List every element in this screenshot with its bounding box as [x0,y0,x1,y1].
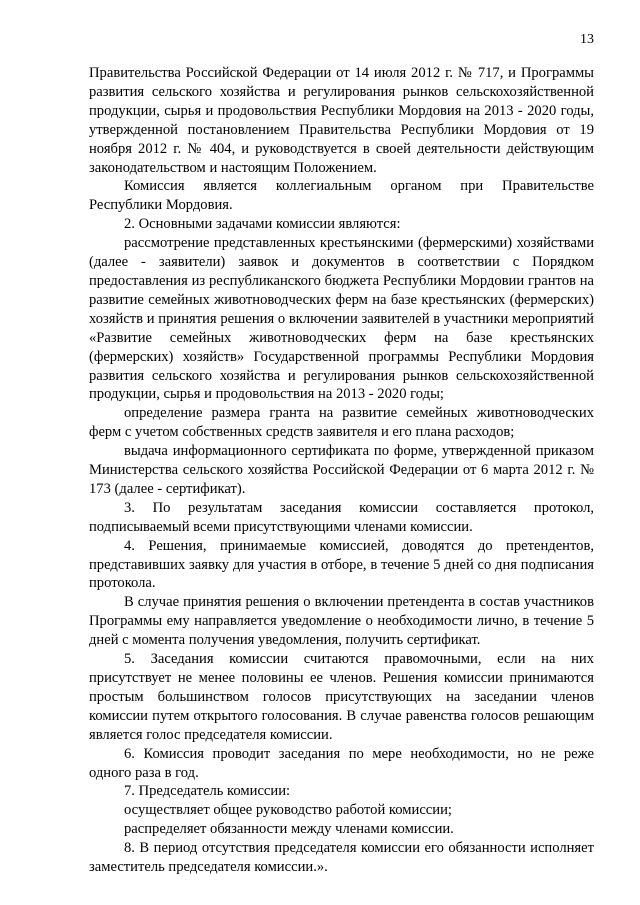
paragraph-14: распределяет обязанности между членами комиссии. [124,821,454,838]
paragraph-11: 6. Комиссия проводит заседания по мере необходимости, но не реже одного раза в год. [89,745,594,781]
paragraph-3: 2. Основными задачами комиссии являются: [124,216,401,233]
paragraph-13: осуществляет общее руководство работой комиссии; [124,802,452,819]
document-body [89,64,594,877]
paragraph-9: В случае принятия решения о включении претендента в состав участников Программы ему направляется уведомление о необходимости лично, в течение 5 дней с момента получения уведомления, получить сертификат. [89,594,594,649]
page-number: 13 [580,32,594,47]
paragraph-6: выдача информационного сертификата по форме, утвержденной приказом Министерства сельского хозяйства Российской Федерации от 6 марта 2012 г. № 173 (далее - сертификат). [89,443,594,497]
paragraph-4: рассмотрение представленных крестьянскими (фермерскими) хозяйствами (далее - заявители) заявок и документов в соответствии с Порядком предоставления из республиканского бюджета Республики Мордовии грантов на развитие семейных животноводческих ферм на базе крестьянских (фермерских) хозяйств и принятия решения о включении заявителей в участники мероприятий «Развитие семейных животноводческих ферм на базе крестьянских (фермерских) хозяйств» Государственной программы Республики Мордовия развития сельского хозяйства и регулирования рынков сельскохозяйственной продукции, сырья и продовольствия на 2013 - 2020 годы; [89,235,594,403]
paragraph-5: определение размера гранта на развитие семейных животноводческих ферм с учетом собственных средств заявителя и его плана расходов; [89,405,594,441]
paragraph-1: Правительства Российской Федерации от 14 июля 2012 г. № 717, и Программы развития сельского хозяйства и регулирования рынков сельскохозяйственной продукции, сырья и продовольствия Республики Мордовия на 2013 - 2020 годы, утвержденной постановлением Правительства Республики Мордовия от 19 ноября 2012 г. № 404, и руководствуется в своей деятельности действующим законодательством и настоящим Положением. [89,65,594,176]
paragraph-7: 3. По результатам заседания комиссии составляется протокол, подписываемый всеми присутствующими членами комиссии. [89,499,594,535]
paragraph-8: 4. Решения, принимаемые комиссией, доводятся до претендентов, представивших заявку для участия в отборе, в течение 5 дней со дня подписания протокола. [89,537,594,592]
paragraph-12: 7. Председатель комиссии: [124,783,291,800]
paragraph-10: 5. Заседания комиссии считаются правомочными, если на них присутствует не менее половины ее членов. Решения комиссии принимаются простым большинством голосов присутствующих на заседании членов комиссии путем открытого голосования. В случае равенства голосов решающим является голос председателя комиссии. [89,651,594,743]
paragraph-2: Комиссия является коллегиальным органом при Правительстве Республики Мордовия. [89,178,594,214]
paragraph-15: 8. В период отсутствия председателя комиссии его обязанности исполняет заместитель председателя комиссии.». [89,840,594,876]
